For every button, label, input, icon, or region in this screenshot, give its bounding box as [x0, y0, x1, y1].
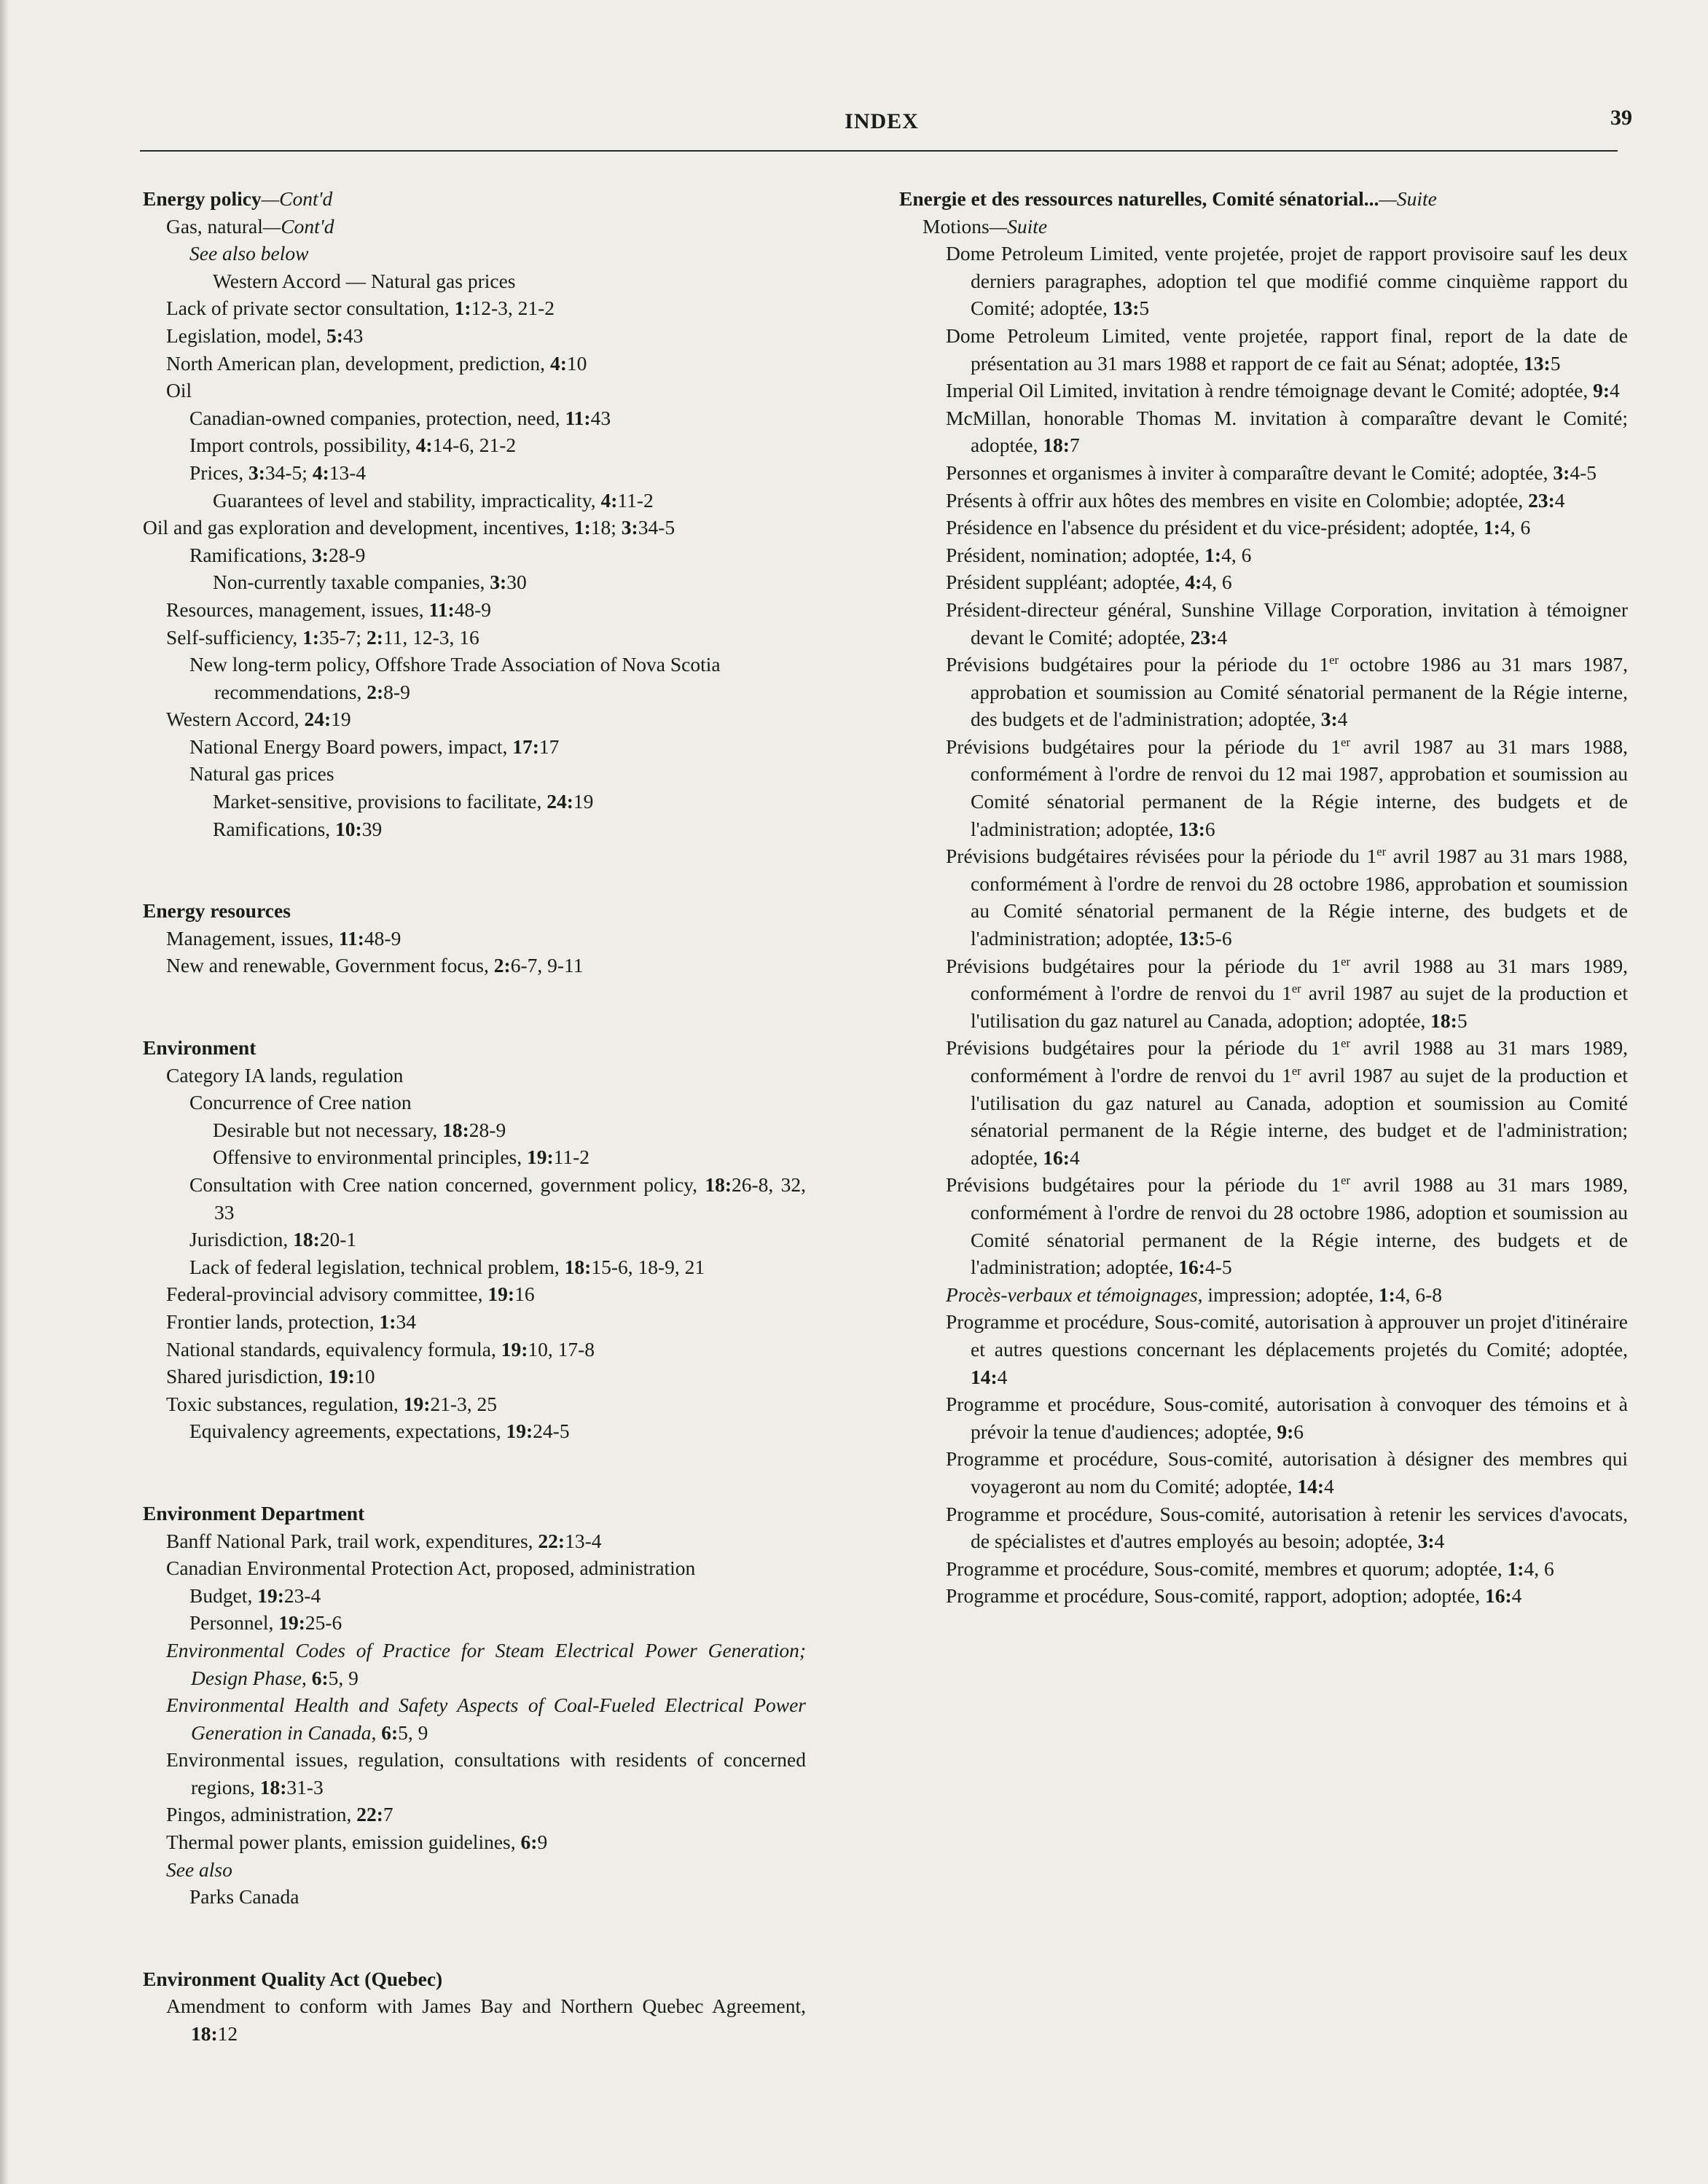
index-entry: Prévisions budgétaires pour la période du 1er avril 1988 au 31 mars 1989, conformément à l'ordre de renvoi du 28 octobre 1986, adoption et soumission au Comité sénatorial permanent de la Régie interne, des budgets et de l'administration; adoptée, 16:4-5 — [946, 1173, 1628, 1279]
spacer — [143, 979, 806, 1034]
index-entry: Desirable but not necessary, 18:28-9 — [213, 1118, 506, 1141]
index-entry: Prévisions budgétaires pour la période du 1er avril 1987 au 31 mars 1988, conformément à l'ordre de renvoi du 12 mai 1987, approbation et soumission au Comité sénatorial permanent de la Régie interne, des budgets et de l'administration; adoptée, 13:6 — [946, 735, 1628, 840]
index-entry: Market-sensitive, provisions to facilitate, 24:19 — [213, 790, 594, 813]
index-entry: North American plan, development, prediction, 4:10 — [166, 351, 587, 375]
index-entry: Président-directeur général, Sunshine Village Corporation, invitation à témoigner devant le Comité; adoptée, 23:4 — [946, 598, 1628, 649]
index-entry: Federal-provincial advisory committee, 19:16 — [166, 1283, 535, 1306]
index-entry: Présidence en l'absence du président et du vice-président; adoptée, 1:4, 6 — [946, 516, 1531, 539]
index-entry: Programme et procédure, Sous-comité, autorisation à approuver un projet d'itinéraire et autres questions concernant les déplacements projetés du Comité; adoptée, 14:4 — [946, 1310, 1628, 1388]
index-entry: Environmental Codes of Practice for Steam Electrical Power Generation; Design Phase, 6:5, 9 — [166, 1638, 806, 1689]
index-entry: Prévisions budgétaires pour la période du 1er avril 1988 au 31 mars 1989, conformément à l'ordre de renvoi du 1er avril 1987 au sujet de la production et l'utilisation du gaz naturel au Canada, adoption; adoptée, 18:5 — [946, 954, 1628, 1032]
index-entry: Oil — [166, 379, 192, 402]
index-entry: Personnel, 19:25-6 — [189, 1611, 342, 1635]
index-entry: Personnes et organismes à inviter à comparaître devant le Comité; adoptée, 3:4-5 — [946, 461, 1597, 484]
index-entry: Programme et procédure, Sous-comité, autorisation à retenir les services d'avocats, de spécialistes et d'autres employés au besoin; adoptée, 3:4 — [946, 1502, 1628, 1553]
index-entry: Thermal power plants, emission guidelines, 6:9 — [166, 1831, 548, 1854]
index-entry: Oil and gas exploration and development, incentives, 1:18; 3:34-5 — [143, 516, 675, 539]
index-entry: Resources, management, issues, 11:48-9 — [166, 598, 492, 621]
index-entry: Consultation with Cree nation concerned, government policy, 18:26-8, 32, 33 — [189, 1173, 806, 1224]
index-entry: Programme et procédure, Sous-comité, autorisation à désigner des membres qui voyageront au nom du Comité; adoptée, 14:4 — [946, 1447, 1628, 1498]
index-entry: Banff National Park, trail work, expenditures, 22:13-4 — [166, 1529, 602, 1552]
spacer — [143, 1445, 806, 1500]
index-entry: Non-currently taxable companies, 3:30 — [213, 571, 527, 594]
index-entry: Canadian Environmental Protection Act, proposed, administration — [166, 1557, 696, 1580]
index-entry: Lack of federal legislation, technical problem, 18:15-6, 18-9, 21 — [189, 1255, 705, 1278]
index-entry: Environmental issues, regulation, consultations with residents of concerned regions, 18:31-3 — [166, 1748, 806, 1799]
index-entry: Prévisions budgétaires pour la période du 1er avril 1988 au 31 mars 1989, conformément à l'ordre de renvoi du 1er avril 1987 au sujet de la production et l'utilisation du gaz naturel au Canada, adoption et soumission au Comité sénatorial permanent de la Régie interne, des budget et de l'administration; adoptée, 16:4 — [946, 1036, 1628, 1169]
index-entry: Programme et procédure, Sous-comité, membres et quorum; adoptée, 1:4, 6 — [946, 1557, 1554, 1580]
index-entry: Western Accord — Natural gas prices — [213, 269, 516, 292]
page-number: 39 — [1610, 106, 1632, 130]
index-entry: Ramifications, 10:39 — [213, 817, 383, 840]
index-entry: Offensive to environmental principles, 19:11-2 — [213, 1146, 590, 1169]
index-heading: Energy resources — [143, 899, 291, 923]
index-entry: Prices, 3:34-5; 4:13-4 — [189, 461, 367, 484]
index-entry: Lack of private sector consultation, 1:12-3, 21-2 — [166, 297, 555, 320]
index-entry: McMillan, honorable Thomas M. invitation à comparaître devant le Comité; adoptée, 18:7 — [946, 406, 1628, 457]
index-entry: Ramifications, 3:28-9 — [189, 543, 366, 566]
index-entry: Frontier lands, protection, 1:34 — [166, 1310, 416, 1333]
index-entry: New and renewable, Government focus, 2:6-7, 9-11 — [166, 954, 584, 977]
index-entry: Pingos, administration, 22:7 — [166, 1803, 393, 1826]
index-entry: Concurrence of Cree nation — [189, 1091, 412, 1114]
index-entry: See also below — [189, 242, 309, 265]
index-entry: Motions—Suite — [922, 214, 1048, 238]
page-shadow — [0, 0, 9, 2184]
left-column — [143, 185, 806, 2048]
index-entry: Amendment to conform with James Bay and Northern Quebec Agreement, 18:12 — [166, 1995, 806, 2046]
index-entry: Legislation, model, 5:43 — [166, 324, 364, 347]
index-entry: Parks Canada — [189, 1885, 299, 1909]
index-entry: Canadian-owned companies, protection, need, 11:43 — [189, 406, 611, 429]
index-entry: Environmental Health and Safety Aspects of Coal-Fueled Electrical Power Generation in Canada, 6:5, 9 — [166, 1694, 806, 1744]
index-entry: Président, nomination; adoptée, 1:4, 6 — [946, 543, 1252, 566]
index-entry: Category IA lands, regulation — [166, 1063, 404, 1087]
index-entry: Import controls, possibility, 4:14-6, 21-2 — [189, 434, 517, 457]
index-entry: Programme et procédure, Sous-comité, autorisation à convoquer des témoins et à prévoir la tenue d'audiences; adoptée, 9:6 — [946, 1393, 1628, 1443]
index-entry: New long-term policy, Offshore Trade Association of Nova Scotia recommendations, 2:8-9 — [189, 653, 721, 703]
index-entry: Président suppléant; adoptée, 4:4, 6 — [946, 571, 1232, 594]
index-entry: Dome Petroleum Limited, vente projetée, rapport final, report de la date de présentation au 31 mars 1988 et rapport de ce fait au Sénat; adoptée, 13:5 — [946, 324, 1628, 375]
spacer — [143, 842, 806, 897]
index-entry: Imperial Oil Limited, invitation à rendre témoignage devant le Comité; adoptée, 9:4 — [946, 379, 1620, 402]
index-entry: Guarantees of level and stability, impracticality, 4:11-2 — [213, 488, 654, 512]
page-title: INDEX — [845, 109, 919, 133]
index-entry: Prévisions budgétaires pour la période du 1er octobre 1986 au 31 mars 1987, approbation et soumission au Comité sénatorial permanent de la Régie interne, des budgets et de l'administration; adoptée, 3:4 — [946, 652, 1628, 731]
index-entry: Gas, natural—Cont'd — [166, 214, 334, 238]
right-column — [899, 185, 1628, 1610]
spacer — [143, 1911, 806, 1965]
index-entry: Self-sufficiency, 1:35-7; 2:11, 12-3, 16 — [166, 625, 479, 649]
index-entry: Procès-verbaux et témoignages, impression; adoptée, 1:4, 6-8 — [946, 1283, 1442, 1306]
index-entry: National Energy Board powers, impact, 17:17 — [189, 735, 560, 758]
index-entry: Toxic substances, regulation, 19:21-3, 25 — [166, 1392, 498, 1415]
index-entry: National standards, equivalency formula, 19:10, 17-8 — [166, 1337, 595, 1361]
index-entry: Management, issues, 11:48-9 — [166, 926, 401, 950]
index-entry: Shared jurisdiction, 19:10 — [166, 1365, 375, 1388]
index-entry: Programme et procédure, Sous-comité, rapport, adoption; adoptée, 16:4 — [946, 1584, 1522, 1608]
header-rule — [140, 150, 1618, 152]
index-entry: Dome Petroleum Limited, vente projetée, projet de rapport provisoire sauf les deux derniers paragraphes, adoption tel que modifié comme cinquième rapport du Comité; adoptée, 13:5 — [946, 242, 1628, 320]
index-entry: Western Accord, 24:19 — [166, 708, 351, 731]
index-heading: Environment — [143, 1036, 256, 1060]
index-heading: Energie et des ressources naturelles, Comité sénatorial...—Suite — [899, 187, 1437, 210]
index-entry: Prévisions budgétaires révisées pour la période du 1er avril 1987 au 31 mars 1988, conformément à l'ordre de renvoi du 28 octobre 1986, approbation et soumission au Comité sénatorial permanent de la Régie interne, des budgets et de l'administration; adoptée, 13:5-6 — [946, 845, 1628, 950]
index-heading: Energy policy—Cont'd — [143, 187, 333, 210]
index-heading: Environment Quality Act (Quebec) — [143, 1967, 443, 1990]
index-entry: Budget, 19:23-4 — [189, 1584, 321, 1607]
index-heading: Environment Department — [143, 1501, 365, 1525]
index-entry: Présents à offrir aux hôtes des membres en visite en Colombie; adoptée, 23:4 — [946, 488, 1565, 512]
index-entry: Equivalency agreements, expectations, 19:24-5 — [189, 1420, 570, 1443]
index-entry: Jurisdiction, 18:20-1 — [189, 1228, 357, 1251]
index-entry: See also — [166, 1858, 232, 1881]
index-entry: Natural gas prices — [189, 762, 334, 786]
